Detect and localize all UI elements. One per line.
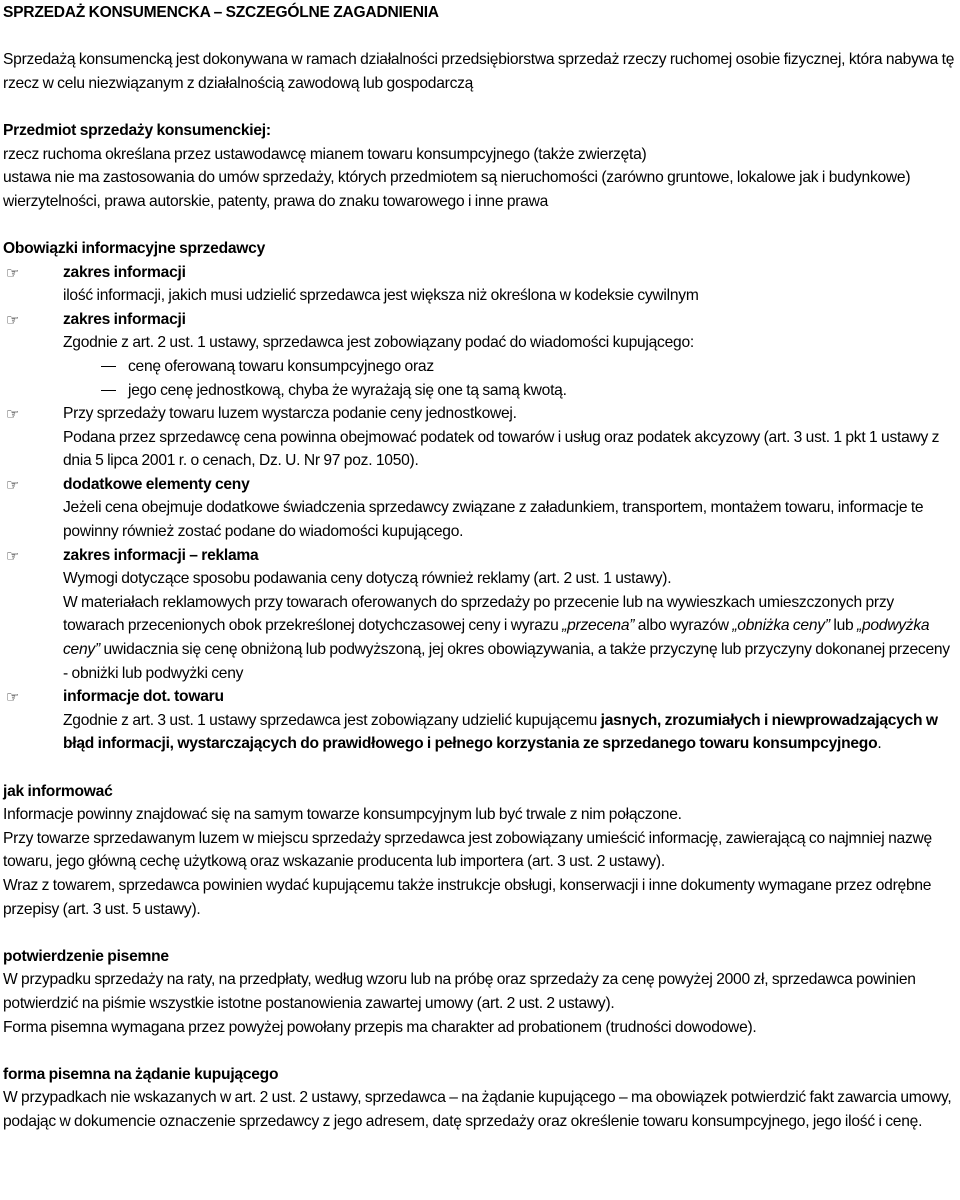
how-paragraph: Wraz z towarem, sprzedawca powinien wydać kupującemu także instrukcje obsługi, konserwacji i inne dokumenty wymagane przez odrębne przepisy (art. 3 ust. 5 ustawy). — [3, 876, 932, 918]
dash-list-item — [3, 355, 958, 379]
how-paragraph: Informacje powinny znajdować się na samym towarze konsumpcyjnym lub być trwale z nim połączone. — [3, 806, 682, 824]
how-paragraph: Przy towarze sprzedawanym luzem w miejscu sprzedaży sprzedawca jest zobowiązany umieścić informację, zawierającą co najmniej nazwę towaru, jego główną cechę użytkową oraz wskazanie producenta lub importera (art. 3 ust. 2 ustawy). — [3, 829, 932, 871]
item-text: Przy sprzedaży towaru luzem wystarcza podanie ceny jednostkowej. — [63, 405, 517, 423]
list-item — [3, 544, 958, 686]
item-title: dodatkowe elementy ceny — [63, 475, 250, 493]
intro-paragraph: Sprzedażą konsumencką jest dokonywana w ramach działalności przedsiębiorstwa sprzedaż rzeczy ruchomej osobie fizycznej, która nabywa tę rzecz w celu niezwiązanym z działalnością zawodową lub gospodarczą — [3, 51, 955, 92]
text-run-italic: „obniżka ceny” — [732, 617, 830, 635]
item-text — [63, 591, 958, 685]
dash-text: jego cenę jednostkową, chyba że wyrażają się one tą samą kwotą. — [128, 381, 567, 399]
onrequest-heading: forma pisemna na żądanie kupującego — [3, 1065, 279, 1083]
dash-text: cenę oferowaną towaru konsumpcyjnego oraz — [128, 357, 434, 375]
spacer — [3, 756, 958, 780]
item-text: Podana przez sprzedawcę cena powinna obejmować podatek od towarów i usług oraz podatek akcyzowy (art. 3 ust. 1 pkt 1 ustawy z dnia 5 lipca 2001 r. o cenach, Dz. U. Nr 97 poz. 1050). — [63, 428, 940, 470]
text-run-italic: „podwyżka ceny” — [63, 617, 930, 659]
pointing-hand-icon: ☞ — [6, 405, 20, 424]
list-item — [3, 308, 958, 355]
dash-icon — [101, 366, 116, 367]
text-run: W materiałach reklamowych przy towarach oferowanych do sprzedaży po przecenie lub na wywieszkach umieszczonych przy towarach przecenionych obok przekreślonej dotychczasowej ceny i wyrazu — [63, 593, 894, 635]
item-text: ilość informacji, jakich musi udzielić sprzedawca jest większa niż określona w kodeksie cywilnym — [63, 287, 699, 305]
written-heading: potwierdzenie pisemne — [3, 947, 169, 965]
spacer — [3, 213, 958, 237]
list-item — [3, 473, 958, 544]
dash-icon — [101, 390, 116, 391]
item-text: Zgodnie z art. 2 ust. 1 ustawy, sprzedawca jest zobowiązany podać do wiadomości kupującego: — [63, 334, 694, 352]
pointing-hand-icon: ☞ — [6, 546, 20, 565]
pointing-hand-icon: ☞ — [6, 475, 20, 494]
item-title: zakres informacji — [63, 310, 186, 328]
subject-line-1: rzecz ruchoma określana przez ustawodawcę mianem towaru konsumpcyjnego (także zwierzęta) — [3, 145, 647, 163]
onrequest-paragraph: W przypadkach nie wskazanych w art. 2 ust. 2 ustawy, sprzedawca – na żądanie kupującego – ma obowiązek potwierdzić fakt zawarcia umowy, podając w dokumencie oznaczenie sprzedawcy z jego adresem, datę sprzedaży oraz określenie towaru konsumpcyjnego, jego ilość i cenę. — [3, 1089, 952, 1130]
written-paragraph: W przypadku sprzedaży na raty, na przedpłaty, według wzoru lub na próbę oraz sprzedaży za cenę powyżej 2000 zł, sprzedawca powinien potwierdzić na piśmie wszystkie istotne postanowienia zawartej umowy (art. 2 ust. 2 ustawy). — [3, 971, 916, 1012]
item-title: zakres informacji – reklama — [63, 546, 259, 564]
item-text: Wymogi dotyczące sposobu podawania ceny dotyczą również reklamy (art. 2 ust. 1 ustawy). — [63, 570, 672, 588]
text-run: uwidacznia się cenę obniżoną lub podwyższoną, jej okres obowiązywania, a także przyczynę lub przyczyny dokonanej przeceny - obniżki lub podwyżki ceny — [63, 641, 950, 682]
list-item — [3, 261, 958, 308]
pointing-hand-icon: ☞ — [6, 310, 20, 329]
document-title: SPRZEDAŻ KONSUMENCKA – SZCZEGÓLNE ZAGADNIENIA — [3, 4, 439, 21]
text-run: Zgodnie z art. 3 ust. 1 ustawy sprzedawca jest zobowiązany udzielić kupującemu — [63, 711, 601, 729]
text-run-bold: jasnych, zrozumiałych i niewprowadzających w błąd informacji, wystarczających do prawidłowego i pełnego korzystania ze sprzedanego towaru konsumpcyjnego — [63, 711, 938, 753]
spacer — [3, 95, 958, 119]
subject-heading: Przedmiot sprzedaży konsumenckiej: — [3, 121, 271, 139]
spacer — [3, 921, 958, 945]
pointing-hand-icon: ☞ — [6, 688, 20, 707]
item-text — [63, 709, 958, 756]
spacer — [3, 25, 958, 49]
pointing-hand-icon: ☞ — [6, 263, 20, 282]
document-page — [0, 1, 960, 1134]
duties-heading: Obowiązki informacyjne sprzedawcy — [3, 239, 265, 257]
text-run: . — [877, 735, 882, 753]
text-run-italic: „przecena” — [562, 617, 635, 635]
item-title: informacje dot. towaru — [63, 688, 224, 706]
spacer — [3, 1039, 958, 1063]
how-heading: jak informować — [3, 782, 113, 800]
subject-line-2: ustawa nie ma zastosowania do umów sprzedaży, których przedmiotem są nieruchomości (zarówno gruntowe, lokalowe jak i budynkowe) wierzytelności, prawa autorskie, patenty, prawa do znaku towarowego i inne prawa — [3, 169, 911, 210]
list-item — [3, 402, 958, 473]
text-run: lub — [829, 617, 857, 635]
list-item — [3, 685, 958, 756]
text-run: albo wyrazów — [634, 617, 733, 635]
written-paragraph: Forma pisemna wymagana przez powyżej powołany przepis ma charakter ad probationem (trudności dowodowe). — [3, 1018, 757, 1036]
item-title: zakres informacji — [63, 263, 186, 281]
item-text: Jeżeli cena obejmuje dodatkowe świadczenia sprzedawcy związane z załadunkiem, transportem, montażem towaru, informacje te powinny również zostać podane do wiadomości kupującego. — [63, 499, 924, 541]
dash-list-item — [3, 379, 958, 403]
